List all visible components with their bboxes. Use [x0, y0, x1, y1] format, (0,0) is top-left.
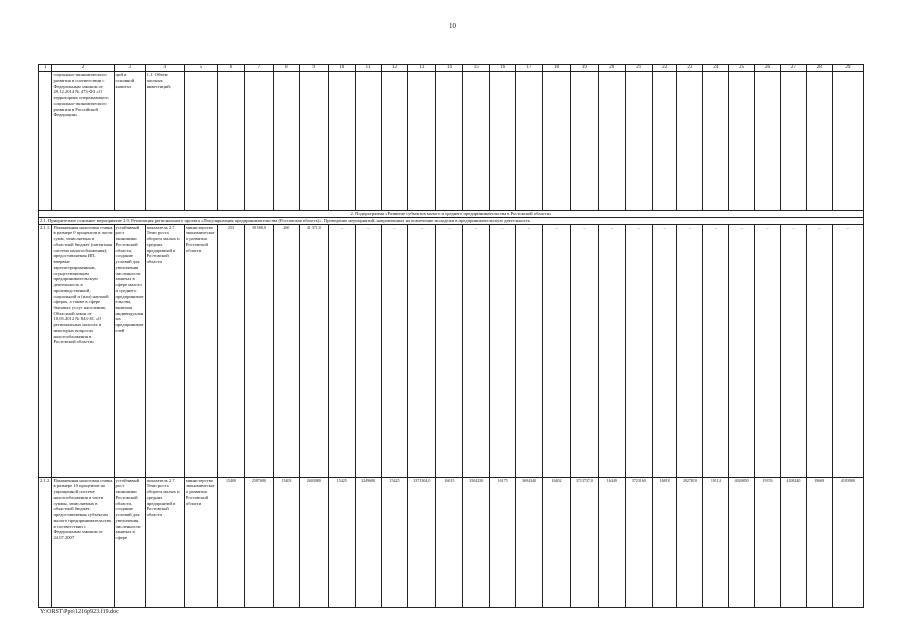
value-cell: –	[729, 224, 755, 477]
page-number: 10	[449, 22, 456, 30]
col-number: 26	[755, 65, 781, 72]
col-number: 20	[598, 65, 625, 72]
subprogram-title: 2. Подпрограмма «Развитие субъектов малого и среднего предпринимательства в Ростовской области»	[39, 211, 864, 218]
table-cell	[755, 72, 781, 211]
value-cell: –	[436, 224, 463, 477]
table-cell	[218, 72, 245, 211]
col-number: 23	[677, 65, 703, 72]
col-number: 5	[184, 65, 217, 72]
value-cell: 16402	[542, 477, 570, 607]
value-cell: –	[355, 224, 381, 477]
description-cell: Пониженная налоговая ставка в размере 0 процентов в части сумм, зачисляемых в областной бюджет (патентная система налогообложения), предоставляемая ИП, впервые зарегистрированным, осуществляющим предпринимательскую деятельность в производственной, социальной и (или) научной сферах, а также в сфере бытовых услуг населению, Областной закон от 10.05.2012 № 843-ЗС «О региональных налогах и некоторых вопросах налогообложения в Ростовской области»	[52, 224, 114, 477]
value-cell: 15403	[273, 477, 299, 607]
main-event-row	[39, 217, 864, 224]
value-cell: 16449	[598, 477, 625, 607]
col-number: 12	[381, 65, 408, 72]
table-cell	[381, 72, 408, 211]
table-cell	[625, 72, 652, 211]
col-number: 6	[218, 65, 245, 72]
value-cell: 3249680	[355, 477, 381, 607]
value-cell: –	[780, 224, 806, 477]
value-cell: 2587680	[244, 477, 273, 607]
description-cell: Пониженная налоговая ставка в размере 10 процентов по упрощенной системе налогообложения в части суммы, зачисляемых в областной бюджет, предоставляемая субъектам малого предпринимательства в соответствии с Федеральным законом от 24.07.2007	[52, 477, 114, 607]
table-cell	[832, 72, 863, 211]
value-cell: 15425	[381, 477, 408, 607]
col-number: 1	[39, 65, 52, 72]
col-number: 11	[355, 65, 381, 72]
main-event-title: 2.1. Приоритетное основное мероприятие 2.9. Реализация регионального проекта «Популяризация предпринимательства (Ростовская область)». Проведение мероприятий, направленных на вовлечение молодежи в предпринимательскую деятельность	[39, 217, 864, 224]
value-cell: 39 568,0	[244, 224, 273, 477]
value-cell: 15400	[218, 477, 245, 607]
value-cell: 4108240	[780, 477, 806, 607]
table-cell	[328, 72, 355, 211]
goal-cell: устойчивый рост экономики Ростовской области, создание условий для увеличения численности занятых в сфере	[114, 477, 145, 607]
col-number: 3	[114, 65, 145, 72]
col-number: 14	[436, 65, 463, 72]
col-number: 19	[570, 65, 598, 72]
value-cell: –	[516, 224, 543, 477]
table-cell	[652, 72, 677, 211]
value-cell: –	[328, 224, 355, 477]
col-number: 2	[52, 65, 114, 72]
table-cell	[184, 72, 217, 211]
col-number: 25	[729, 65, 755, 72]
value-cell: –	[806, 224, 832, 477]
table-cell	[490, 72, 516, 211]
row-number: 2.1.1.	[39, 224, 52, 477]
value-cell: –	[463, 224, 490, 477]
value-cell: 41 371,0	[299, 224, 328, 477]
table-cell	[570, 72, 598, 211]
value-cell: 16015	[436, 477, 463, 607]
column-number-row	[39, 65, 864, 72]
col-number: 17	[516, 65, 543, 72]
value-cell: 4183980	[832, 477, 863, 607]
col-number: 27	[780, 65, 806, 72]
col-number: 7	[244, 65, 273, 72]
value-cell: 16175	[490, 477, 516, 607]
table-cell	[273, 72, 299, 211]
value-cell: –	[625, 224, 652, 477]
table-cell: ций в основной капитал	[114, 72, 145, 211]
value-cell: 3694340	[516, 477, 543, 607]
value-cell: 2603080	[299, 477, 328, 607]
value-cell: 19669	[806, 477, 832, 607]
col-number: 21	[625, 65, 652, 72]
indicator-cell: показатель 2.7. Темп роста оборота малых и средних предприятий в Ростовской области	[145, 477, 184, 607]
file-path-footer: Y:\ORST\Ppo\1216p923.f19.doc	[40, 609, 119, 615]
table-cell	[598, 72, 625, 211]
value-cell: 16818	[652, 477, 677, 607]
col-number: 24	[703, 65, 729, 72]
col-number: 8	[273, 65, 299, 72]
value-cell: 19114	[703, 477, 729, 607]
row-number: 2.1.2.	[39, 477, 52, 607]
col-number: 9	[299, 65, 328, 72]
table-cell	[729, 72, 755, 211]
value-cell: –	[703, 224, 729, 477]
table-cell	[299, 72, 328, 211]
value-cell: 3371304,0	[408, 477, 436, 607]
value-cell: 15425	[328, 477, 355, 607]
table-row	[39, 477, 864, 607]
responsible-cell: министерство экономического развития Ростовской области	[184, 477, 217, 607]
goal-cell: устойчивый рост экономики Ростовской области, создание условий для увеличения численности занятых в сфере малого и среднего предпринимательства, включая индивидуальных предпринимателей	[114, 224, 145, 477]
table-cell	[463, 72, 490, 211]
table-cell	[703, 72, 729, 211]
value-cell: 19376	[755, 477, 781, 607]
value-cell: 3927810	[677, 477, 703, 607]
continued-row	[39, 72, 864, 211]
col-number: 28	[806, 65, 832, 72]
value-cell: –	[490, 224, 516, 477]
table-cell	[408, 72, 436, 211]
value-cell: –	[381, 224, 408, 477]
table-cell	[39, 72, 52, 211]
value-cell: –	[542, 224, 570, 477]
col-number: 10	[328, 65, 355, 72]
value-cell: 260	[273, 224, 299, 477]
col-number: 18	[542, 65, 570, 72]
value-cell: –	[755, 224, 781, 477]
table-cell	[244, 72, 273, 211]
indicator-cell: показатель 2.7. Темп роста оборота малых и средних предприятий в Ростовской области	[145, 224, 184, 477]
table-cell	[806, 72, 832, 211]
value-cell: 4026850	[729, 477, 755, 607]
value-cell: –	[677, 224, 703, 477]
col-number: 13	[408, 65, 436, 72]
value-cell: –	[570, 224, 598, 477]
responsible-cell: министерство экономического развития Ростовской области	[184, 224, 217, 477]
table-cell	[355, 72, 381, 211]
table-cell: 1.1. Объем частных инвестиций;	[145, 72, 184, 211]
table-cell	[780, 72, 806, 211]
subprogram-row	[39, 211, 864, 218]
value-cell: 3713737,0	[570, 477, 598, 607]
table-cell	[677, 72, 703, 211]
description-cell: социально-экономического развития в соответствии с Федеральным законом от 29.12.2014 № 473-ФЗ «О территориях опережающего социально-экономического развития в Российской Федерации»	[52, 72, 114, 211]
col-number: 16	[490, 65, 516, 72]
value-cell: –	[652, 224, 677, 477]
value-cell: –	[832, 224, 863, 477]
table-row	[39, 224, 864, 477]
value-cell: 253	[218, 224, 245, 477]
program-table	[38, 64, 864, 608]
col-number: 4	[145, 65, 184, 72]
value-cell: –	[598, 224, 625, 477]
table-cell	[516, 72, 543, 211]
value-cell: 3504250	[463, 477, 490, 607]
table-cell	[436, 72, 463, 211]
value-cell: –	[408, 224, 436, 477]
value-cell: 3723160	[625, 477, 652, 607]
table-cell	[542, 72, 570, 211]
col-number: 22	[652, 65, 677, 72]
col-number: 15	[463, 65, 490, 72]
col-number: 29	[832, 65, 863, 72]
